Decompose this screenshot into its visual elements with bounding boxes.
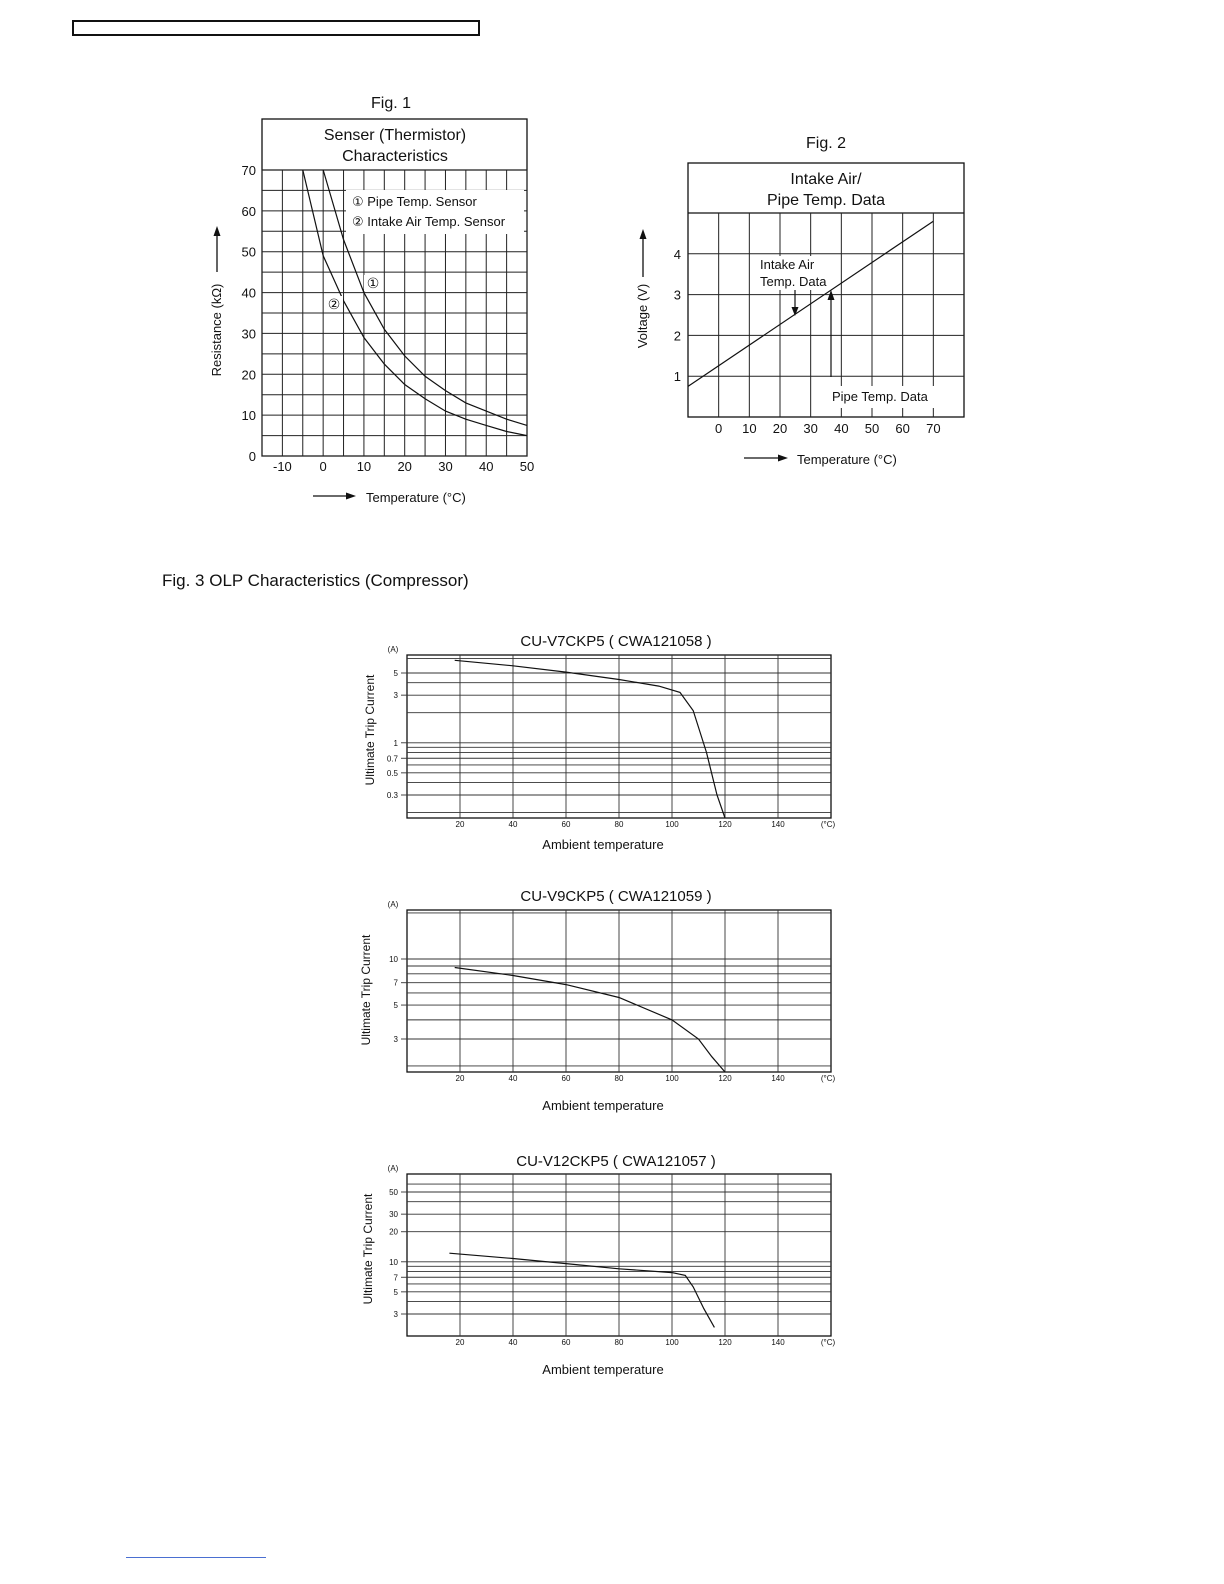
fig1-x-tick-label: 20 [397, 459, 412, 474]
olp3-y-tick-label: 5 [393, 1287, 398, 1297]
olp1-x-tick-label: 20 [455, 820, 465, 829]
olp2-x-tick-label: 140 [771, 1074, 785, 1083]
fig2-x-tick-label: 60 [895, 421, 910, 436]
fig1-x-tick-label: 10 [356, 459, 372, 474]
olp3-x-tick-label: 80 [614, 1338, 624, 1347]
olp1-x-unit: (°C) [820, 820, 836, 829]
olp1-y-tick-label: 1 [393, 738, 398, 748]
olp3-y-unit: (A) [387, 1164, 399, 1173]
olp2-x-tick-label: 100 [665, 1074, 679, 1083]
fig1-curve-marker-2: ② [327, 296, 341, 312]
olp1-y-tick-label: 0.3 [386, 791, 398, 800]
olp3-y-tick-label: 50 [389, 1188, 398, 1197]
fig1-y-tick-label: 20 [241, 367, 256, 383]
fig2-title-line1: Intake Air/ [790, 171, 862, 188]
fig1-legend-pipe: ① Pipe Temp. Sensor [352, 194, 477, 209]
olp1-y-tick-label: 0.5 [386, 768, 398, 778]
fig1-y-tick-label: 30 [241, 326, 256, 342]
fig1-curve-marker-1: ① [366, 275, 380, 291]
olp3-x-tick-label: 40 [508, 1338, 518, 1347]
fig2-title-line2: Pipe Temp. Data [767, 192, 885, 209]
olp1-y-axis-label: Ultimate Trip Current [363, 674, 377, 786]
olp1-title: CU-V7CKP5 ( CWA121058 ) [520, 633, 712, 650]
olp1-x-tick-label: 60 [561, 820, 571, 829]
fig1-y-tick-label: 60 [241, 203, 256, 219]
olp2-x-unit: (°C) [820, 1074, 836, 1083]
olp2-y-tick-label: 5 [393, 1001, 398, 1011]
olp1-x-tick-label: 40 [508, 820, 518, 829]
olp3-y-tick-label: 20 [389, 1227, 398, 1237]
fig1-title-line2: Characteristics [342, 148, 448, 165]
fig2-intake-arrow-head [792, 307, 799, 316]
olp1-x-tick-label: 120 [718, 820, 732, 829]
fig1-y-tick-label: 0 [248, 449, 256, 464]
olp2-x-tick-label: 120 [718, 1074, 732, 1083]
fig2-y-arrow-head [640, 229, 647, 239]
fig1-label: Fig. 1 [370, 95, 412, 112]
olp2-x-tick-label: 80 [614, 1074, 624, 1083]
olp1-y-tick-label: 3 [393, 691, 398, 701]
olp2-x-tick-label: 40 [508, 1074, 518, 1083]
fig2-annot-intake-2: Temp. Data [760, 274, 827, 289]
fig2-y-axis-label: Voltage (V) [635, 283, 650, 349]
fig1-y-tick-label: 70 [241, 163, 256, 178]
olp3-x-axis-label: Ambient temperature [542, 1362, 664, 1377]
olp1-y-unit: (A) [387, 645, 399, 654]
fig2-x-tick-label: 20 [772, 421, 788, 436]
fig3-caption: Fig. 3 OLP Characteristics (Compressor) [162, 571, 469, 590]
olp3-title: CU-V12CKP5 ( CWA121057 ) [516, 1153, 716, 1170]
olp3-y-tick-label: 3 [393, 1310, 398, 1319]
fig2-x-tick-label: 50 [864, 421, 880, 436]
fig2-x-tick-label: 70 [926, 421, 941, 436]
fig1-x-tick-label: -10 [272, 459, 292, 474]
olp1-x-axis-label: Ambient temperature [542, 837, 664, 852]
fig2-y-tick-label: 4 [673, 246, 681, 262]
fig1-y-tick-label: 10 [241, 408, 256, 424]
fig1-y-axis-label: Resistance (kΩ) [209, 283, 224, 377]
olp3-y-tick-label: 7 [393, 1273, 398, 1283]
olp2-x-tick-label: 20 [455, 1074, 465, 1083]
olp1-y-tick-label: 5 [393, 669, 398, 678]
olp1-y-tick-label: 0.7 [386, 754, 398, 764]
fig1-y-tick-label: 40 [241, 285, 256, 301]
fig2-x-axis-label: Temperature (°C) [797, 452, 897, 467]
olp3-y-axis-label: Ultimate Trip Current [361, 1193, 375, 1305]
olp3-x-tick-label: 100 [665, 1338, 679, 1347]
fig2-y-tick-label: 2 [673, 328, 681, 344]
olp3-trip-curve [449, 1253, 714, 1327]
fig2-x-tick-label: 30 [803, 421, 818, 436]
fig2-annot-pipe: Pipe Temp. Data [832, 389, 928, 404]
olp3-x-tick-label: 20 [455, 1338, 465, 1347]
olp1-x-tick-label: 100 [665, 820, 679, 829]
fig2-x-tick-label: 10 [742, 421, 757, 436]
olp2-title: CU-V9CKP5 ( CWA121059 ) [520, 888, 712, 905]
fig1-x-tick-label: 40 [478, 459, 494, 474]
fig2-label: Fig. 2 [805, 135, 847, 152]
olp3-x-tick-label: 140 [771, 1338, 785, 1347]
fig1-title-line1: Senser (Thermistor) [323, 127, 467, 144]
olp2-y-tick-label: 3 [393, 1035, 398, 1044]
fig2-y-tick-label: 1 [673, 369, 681, 385]
olp2-x-axis-label: Ambient temperature [542, 1098, 664, 1113]
fig1-x-tick-label: 30 [438, 459, 453, 474]
olp1-x-tick-label: 80 [614, 820, 624, 829]
fig1-x-arrow-head [346, 493, 356, 500]
olp3-y-tick-label: 10 [389, 1257, 398, 1267]
fig1-legend-intake: ② Intake Air Temp. Sensor [352, 214, 506, 229]
olp1-trip-curve [455, 660, 725, 818]
olp2-y-tick-label: 10 [389, 955, 398, 964]
olp2-y-tick-label: 7 [393, 978, 398, 988]
fig1-y-arrow-head [214, 226, 221, 236]
fig2-x-tick-label: 0 [715, 421, 723, 436]
fig2-x-arrow-head [778, 455, 788, 462]
fig1-y-tick-label: 50 [241, 244, 256, 260]
olp2-y-unit: (A) [387, 900, 399, 909]
fig2-x-tick-label: 40 [834, 421, 849, 436]
olp3-x-tick-label: 60 [561, 1338, 571, 1347]
olp1-x-tick-label: 140 [771, 820, 785, 829]
olp2-y-axis-label: Ultimate Trip Current [359, 934, 373, 1046]
fig1-x-tick-label: 0 [319, 459, 327, 474]
fig1-x-axis-label: Temperature (°C) [366, 490, 466, 505]
olp3-x-unit: (°C) [820, 1338, 836, 1347]
olp3-y-tick-label: 30 [389, 1210, 398, 1220]
fig2-y-tick-label: 3 [673, 287, 681, 303]
olp2-x-tick-label: 60 [561, 1074, 571, 1083]
fig2-annot-intake-1: Intake Air [760, 257, 815, 272]
olp3-x-tick-label: 120 [718, 1338, 732, 1347]
fig1-x-tick-label: 50 [519, 459, 535, 474]
